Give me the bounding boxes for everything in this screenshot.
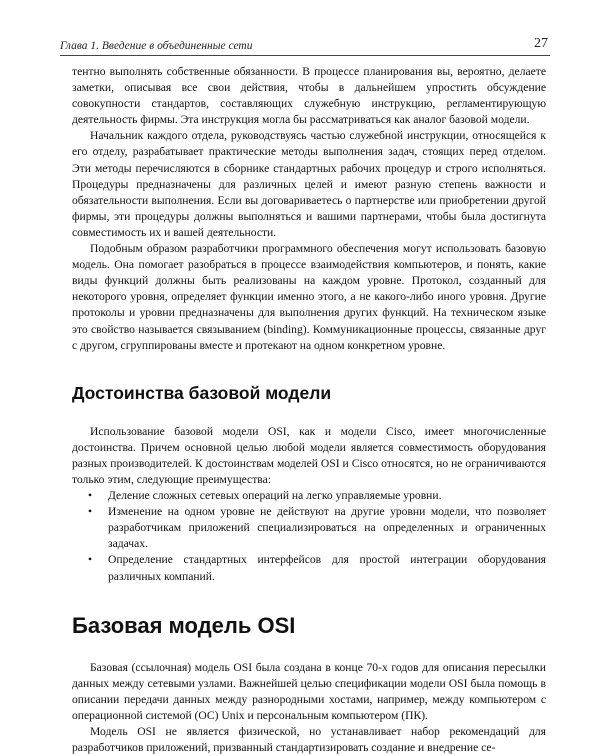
list-item-text: Деление сложных сетевых операций на легко управляемые уровни. <box>108 489 442 503</box>
running-head: Глава 1. Введение в объединенные сети <box>60 40 253 52</box>
advantages-list <box>72 488 546 585</box>
paragraph-software-developers: Подобным образом разработчики программного обеспечения могут использовать базовую модель. Она помогает разобраться в процессе взаимодействия компьютеров, и понять, какие виды функций должны быть реализованы на каждом уровне. Протокол, созданный для некоторого уровня, определяет функции именно этого, а не какого-либо иного уровня. Другие протоколы и уровни предназначены для выполнения других функций. На техническом языке это свойство называется связыванием (binding). Коммуникационные процессы, связанные друг с другом, сгруппированы вместе и протекают на одном конкретном уровне. <box>72 242 546 352</box>
list-item-text: Изменение на одном уровне не действуют на другие уровни модели, что позволяет разработчикам приложений специализироваться на определенных и ограниченных задачах. <box>108 505 546 551</box>
section-heading-osi-model: Базовая модель OSI <box>72 612 296 638</box>
page-body <box>72 64 546 756</box>
paragraph-osi-history: Базовая (ссылочная) модель OSI была создана в конце 70-х годов для описания пересылки данных между сетевыми узлами. Важнейшей целью спецификации модели OSI была помощь в описании передачи данных между разнородными хостами, например, между компьютером с операционной системой (ОС) Unix и персональным компьютером (ПК). <box>72 660 546 722</box>
paragraph-continuation: тентно выполнять собственные обязанности. В процессе планирования вы, вероятно, делаете заметки, описывая все свои действия, чтобы в дальнейшем упростить обсуждение совокупности стандартов, составляющих служебную инструкцию, регламентирующую деятельность фирмы. Эта инструкция могла бы рассматриваться как аналог базовой модели. <box>72 65 546 127</box>
section-heading-advantages: Достоинства базовой модели <box>72 382 332 403</box>
list-item <box>72 488 546 504</box>
list-item <box>72 504 546 552</box>
list-item-text: Определение стандартных интерфейсов для простой интеграции оборудования различных компаний. <box>108 553 546 583</box>
paragraph-osi-purpose: Модель OSI не является физической, но устанавливает набор рекомендаций для разработчиков приложений, призванный стандартизировать создание и внедрение се- <box>72 725 546 755</box>
page-number: 27 <box>534 36 548 51</box>
paragraph-department-heads: Начальник каждого отдела, руководствуясь частью служебной инструкции, относящейся к его отделу, разрабатывает практические методы выполнения задач, стоящих перед отделом. Эти методы перечисляются в сборнике стандартных рабочих процедур и строго исполняться. Процедуры предназначены для различных целей и имеют разную степень важности и обязательности выполнения. Если вы договариваетесь о партнерстве или приобретении другой фирмы, эти процедуры должны выполняться и вашими партнерами, чтобы была достигнута совместимость их и вашей деятельности. <box>72 129 546 239</box>
bullet-icon: • <box>88 489 93 503</box>
bullet-icon: • <box>88 505 93 519</box>
bullet-icon: • <box>88 553 93 567</box>
paragraph-advantages-intro: Использование базовой модели OSI, как и модели Cisco, имеет многочисленные достоинства. Причем основной целью любой модели является совместимость оборудования разных производителей. К достоинствам моделей OSI и Cisco относятся, но не ограничиваются только этим, следующие преимущества: <box>72 424 546 486</box>
list-item <box>72 552 546 584</box>
header-rule <box>60 55 550 56</box>
